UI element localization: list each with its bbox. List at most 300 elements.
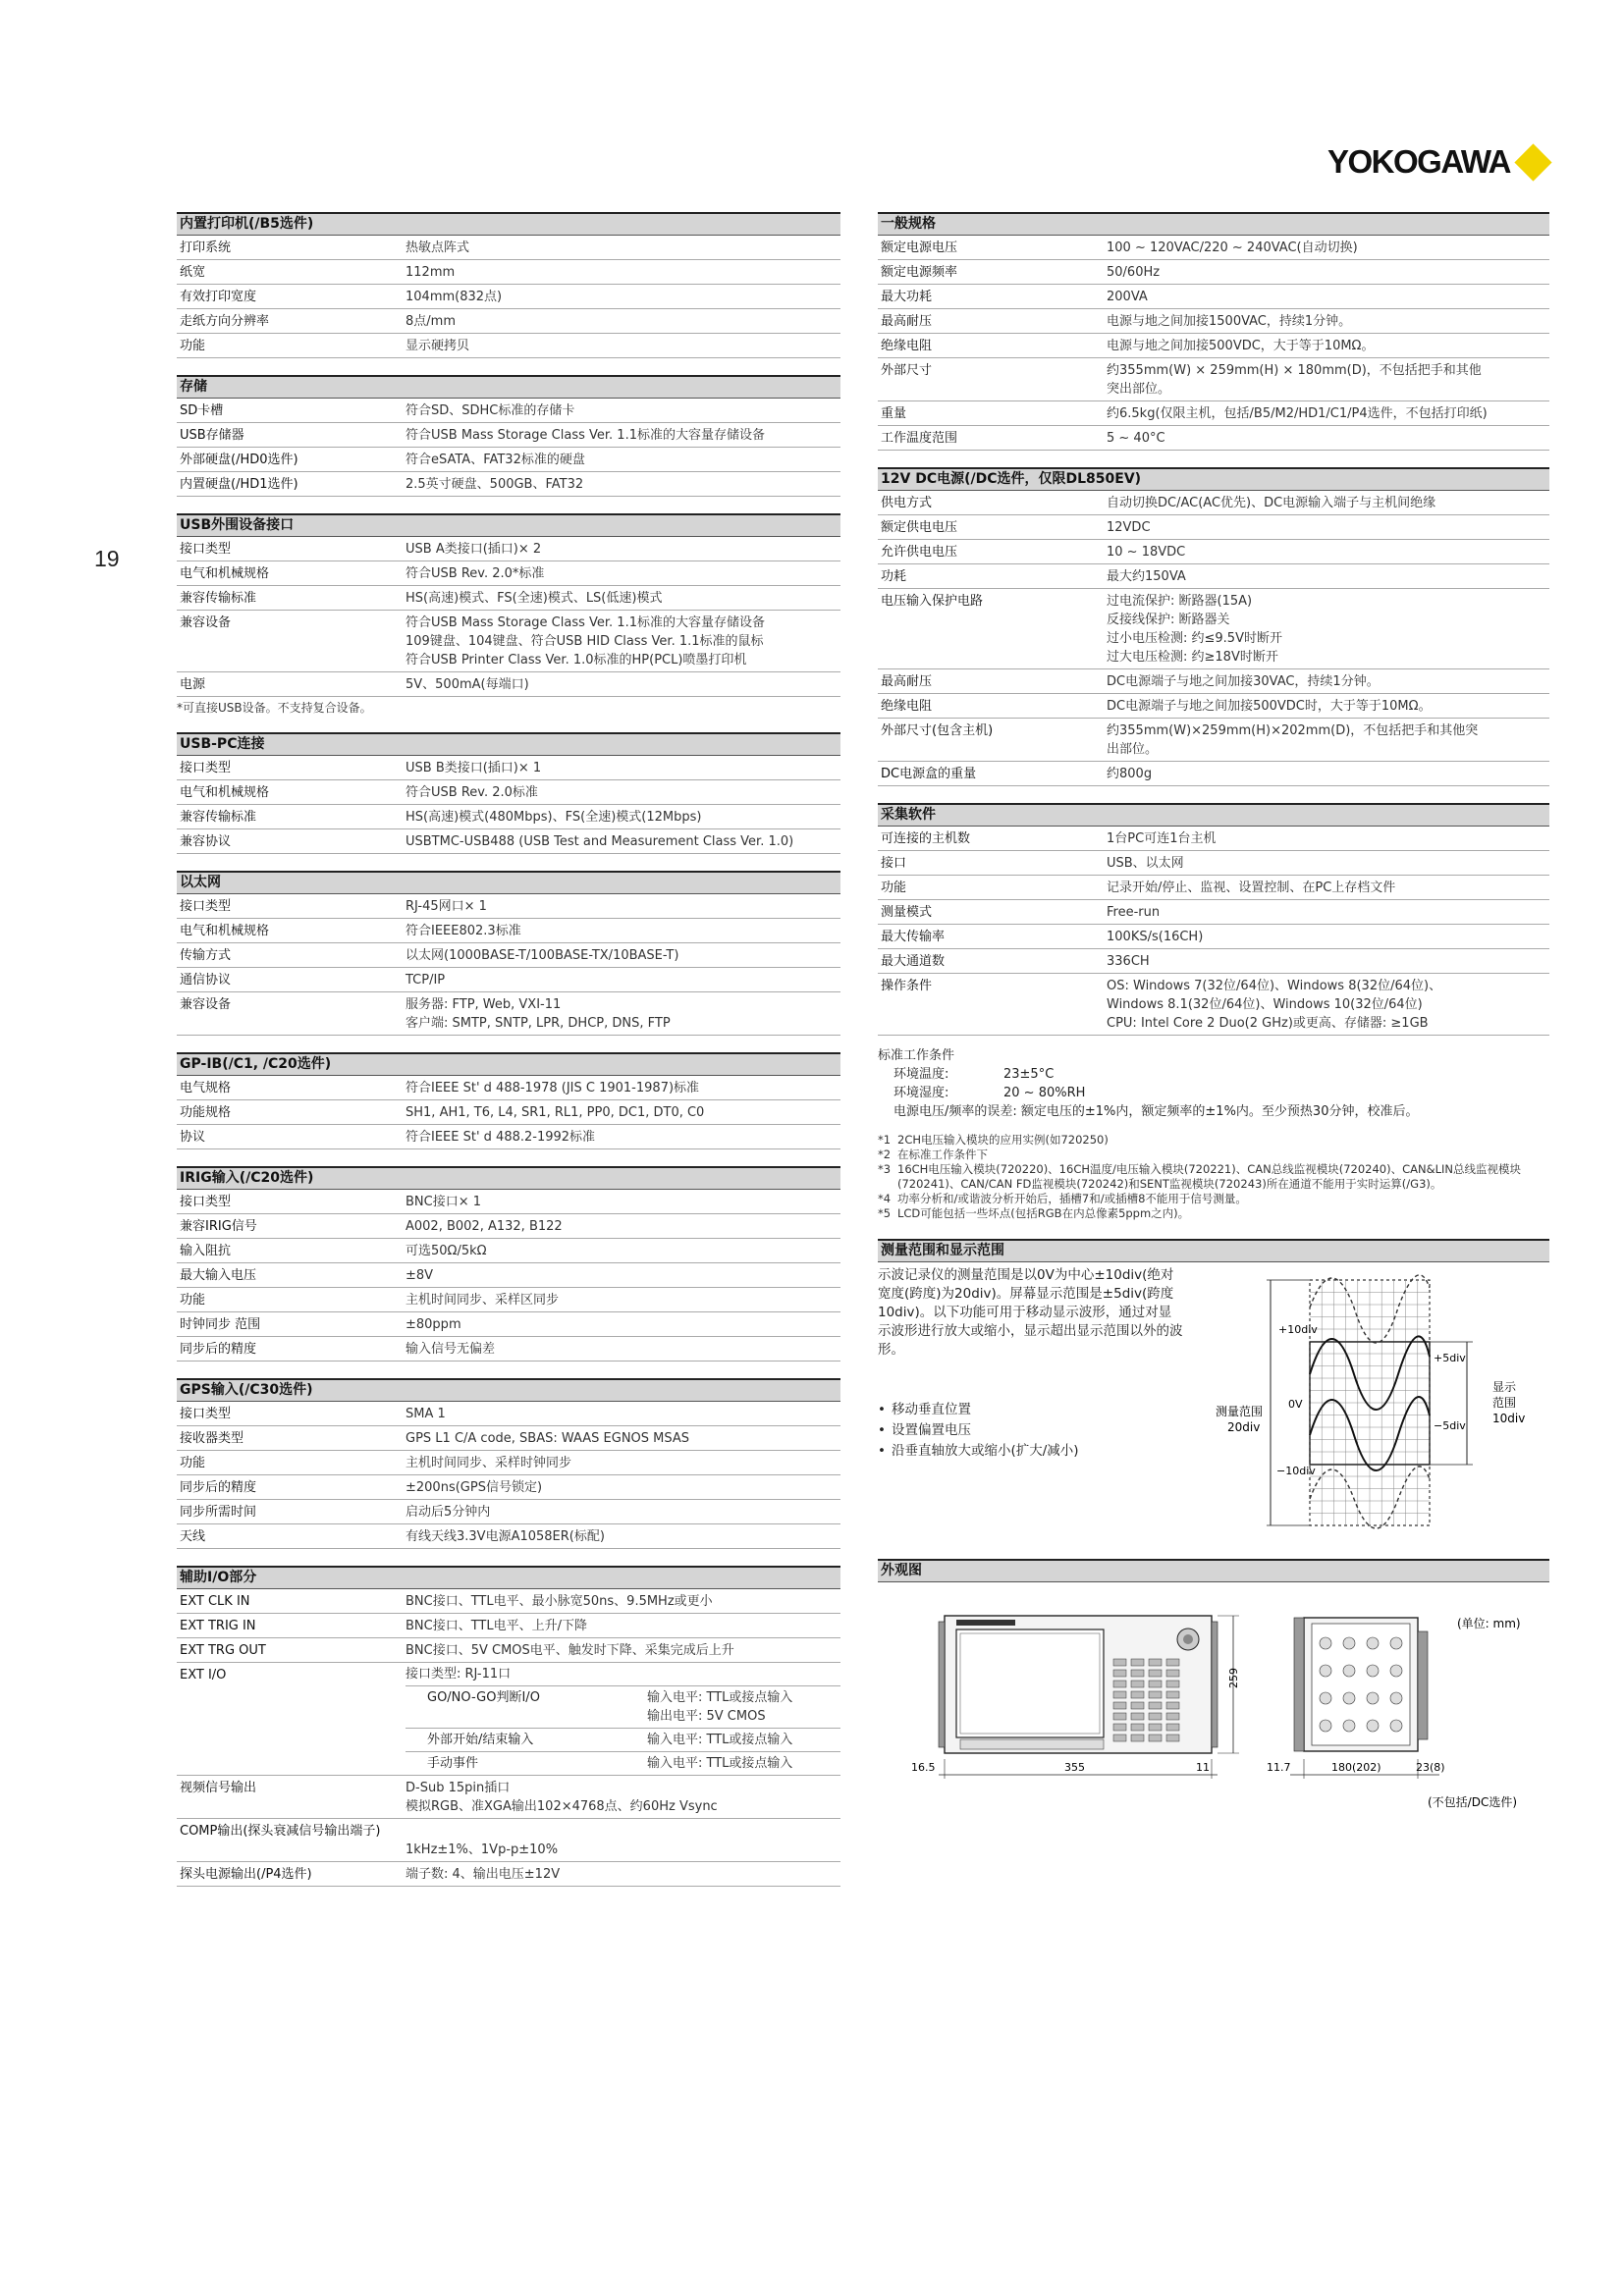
spec-label: 输入阻抗 bbox=[180, 1244, 232, 1258]
spec-value: 主机时间同步、采样时钟同步 bbox=[406, 1456, 572, 1470]
spec-row bbox=[878, 426, 1549, 451]
label-disp-2: 范围 bbox=[1492, 1396, 1517, 1410]
standard-conditions bbox=[878, 1046, 1549, 1121]
spec-row bbox=[878, 491, 1549, 515]
spec-row bbox=[177, 1076, 840, 1100]
front-view bbox=[911, 1616, 1240, 1779]
spec-row bbox=[177, 309, 840, 334]
side-left-margin: 11.7 bbox=[1267, 1761, 1291, 1774]
exterior-drawing bbox=[878, 1582, 1549, 1808]
spec-label: 功能规格 bbox=[180, 1105, 232, 1120]
spec-value: Free-run bbox=[1107, 905, 1161, 920]
label-disp-3: 10div bbox=[1492, 1412, 1526, 1425]
spec-row bbox=[177, 992, 840, 1036]
probe-value: 端子数: 4、输出电压±12V bbox=[406, 1867, 561, 1882]
spec-label: 测量模式 bbox=[881, 905, 933, 920]
ext-io-subrow bbox=[406, 1729, 840, 1752]
spec-value: SMA 1 bbox=[406, 1407, 446, 1421]
spec-row bbox=[177, 1638, 840, 1663]
spec-value: 5V、500mA(每端口) bbox=[406, 677, 529, 692]
ext-io-sub-value: 输入电平: TTL或接点输入 bbox=[647, 1756, 793, 1771]
spec-value: 自动切换DC/AC(AC优先)、DC电源输入端子与主机间绝缘 bbox=[1107, 496, 1436, 510]
spec-value: 12VDC bbox=[1107, 520, 1151, 535]
spec-row bbox=[177, 1426, 840, 1451]
section-title: USB-PC连接 bbox=[177, 732, 840, 756]
comp-row bbox=[177, 1819, 840, 1862]
spec-label: 绝缘电阻 bbox=[881, 699, 933, 714]
spec-label: 兼容设备 bbox=[180, 997, 232, 1012]
spec-row bbox=[177, 1614, 840, 1638]
spec-label: 接口类型 bbox=[180, 761, 232, 775]
front-left-margin: 16.5 bbox=[911, 1761, 936, 1774]
spec-value: 显示硬拷贝 bbox=[406, 339, 470, 353]
spec-label: 接口 bbox=[881, 856, 907, 871]
spec-label: 最高耐压 bbox=[881, 674, 933, 689]
spec-row bbox=[177, 561, 840, 586]
humidity-value: 20 ~ 80%RH bbox=[1003, 1086, 1086, 1100]
spec-section bbox=[177, 1166, 840, 1362]
spec-row bbox=[177, 1100, 840, 1125]
spec-row bbox=[878, 669, 1549, 694]
spec-row bbox=[878, 876, 1549, 900]
footnote bbox=[878, 1148, 1549, 1162]
spec-row bbox=[177, 1500, 840, 1524]
spec-row bbox=[878, 949, 1549, 974]
footnote bbox=[878, 1192, 1549, 1206]
unit-label: (单位: mm) bbox=[1457, 1617, 1521, 1630]
spec-label: 兼容设备 bbox=[180, 615, 232, 630]
spec-row bbox=[177, 1524, 840, 1549]
section-title: USB外围设备接口 bbox=[177, 513, 840, 537]
spec-value: 服务器: FTP, Web, VXI-11 客户端: SMTP, SNTP, LPR, DHCP, DNS, FTP bbox=[406, 997, 671, 1031]
brand-name: YOKOGAWA bbox=[1327, 143, 1511, 180]
spec-row bbox=[878, 334, 1549, 358]
spec-value: 104mm(832点) bbox=[406, 290, 503, 304]
spec-value: RJ-45网口× 1 bbox=[406, 899, 487, 914]
temp-label: 环境温度: bbox=[893, 1067, 949, 1082]
spec-section bbox=[177, 1052, 840, 1149]
spec-value: 电源与地之间加接500VDC，大于等于10MΩ。 bbox=[1107, 339, 1375, 353]
spec-label: 最大输入电压 bbox=[180, 1268, 257, 1283]
ext-io-sub-value: 输入电平: TTL或接点输入 输出电平: 5V CMOS bbox=[647, 1690, 793, 1724]
spec-value: USB A类接口(插口)× 2 bbox=[406, 542, 542, 557]
brand-logo bbox=[1327, 143, 1546, 181]
spec-value: BNC接口、TTL电平、上升/下降 bbox=[406, 1619, 587, 1633]
spec-label: 外部硬盘(/HD0选件) bbox=[180, 453, 298, 467]
spec-value: 200VA bbox=[1107, 290, 1148, 304]
exterior-section bbox=[878, 1559, 1549, 1812]
spec-label: 传输方式 bbox=[180, 948, 232, 963]
spec-label: USB存储器 bbox=[180, 428, 244, 443]
spec-label: 时钟同步 范围 bbox=[180, 1317, 261, 1332]
spec-label: 额定供电电压 bbox=[881, 520, 958, 535]
spec-label: 天线 bbox=[180, 1529, 206, 1544]
section-title: 外观图 bbox=[878, 1559, 1549, 1582]
spec-label: 外部尺寸 bbox=[881, 363, 933, 378]
spec-row bbox=[878, 236, 1549, 260]
spec-label: 走纸方向分辨率 bbox=[180, 314, 270, 329]
spec-row bbox=[177, 334, 840, 358]
ext-io-row bbox=[177, 1663, 840, 1776]
spec-label: 额定电源电压 bbox=[881, 240, 958, 255]
footnote-mark: *4 bbox=[878, 1192, 892, 1205]
spec-value: 约355mm(W) × 259mm(H) × 180mm(D)，不包括把手和其他 突出部位。 bbox=[1107, 363, 1482, 397]
spec-value: ±80ppm bbox=[406, 1317, 461, 1332]
spec-label: 最高耐压 bbox=[881, 314, 933, 329]
spec-value: USB B类接口(插口)× 1 bbox=[406, 761, 542, 775]
footnote-mark: *3 bbox=[878, 1162, 892, 1176]
spec-label: 兼容IRIG信号 bbox=[180, 1219, 257, 1234]
spec-value: 过电流保护: 断路器(15A) 反接线保护: 断路器关 过小电压检测: 约≤9.5V时断开 过大电压检测: 约≥18V时断开 bbox=[1107, 594, 1282, 665]
spec-row bbox=[878, 851, 1549, 876]
spec-label: 最大传输率 bbox=[881, 930, 946, 944]
spec-value: 主机时间同步、采样区同步 bbox=[406, 1293, 560, 1308]
spec-label: 功能 bbox=[881, 881, 907, 895]
section-note: *可直接USB设备。不支持复合设备。 bbox=[177, 701, 372, 715]
label-plus5: +5div bbox=[1434, 1352, 1466, 1364]
comp-label: COMP输出(探头衰减信号输出端子) bbox=[180, 1824, 381, 1839]
spec-section bbox=[878, 212, 1549, 451]
spec-label: 内置硬盘(/HD1选件) bbox=[180, 477, 298, 492]
front-height: 259 bbox=[1227, 1668, 1240, 1688]
spec-row bbox=[177, 260, 840, 285]
spec-value: 8点/mm bbox=[406, 314, 456, 329]
spec-row bbox=[878, 540, 1549, 564]
spec-label: 电气和机械规格 bbox=[180, 924, 270, 938]
spec-value: 112mm bbox=[406, 265, 456, 280]
spec-value: 1台PC可连1台主机 bbox=[1107, 831, 1217, 846]
spec-value: USB、以太网 bbox=[1107, 856, 1184, 871]
spec-row bbox=[177, 448, 840, 472]
spec-value: DC电源端子与地之间加接30VAC，持续1分钟。 bbox=[1107, 674, 1380, 689]
spec-label: 打印系统 bbox=[180, 240, 232, 255]
spec-value: OS: Windows 7(32位/64位)、Windows 8(32位/64位)、 Windows 8.1(32位/64位)、Windows 10(32位/64位) CPU: Intel Core 2 Duo(2 GHz)或更高、存储器: ≥1GB bbox=[1107, 979, 1442, 1031]
ext-io-subrow bbox=[406, 1752, 840, 1775]
spec-value: 约355mm(W)×259mm(H)×202mm(D)，不包括把手和其他突 出部位。 bbox=[1107, 723, 1479, 757]
spec-label: 电压输入保护电路 bbox=[881, 594, 984, 609]
probe-row bbox=[177, 1862, 840, 1887]
probe-label: 探头电源输出(/P4选件) bbox=[180, 1867, 312, 1882]
label-disp-1: 显示 bbox=[1492, 1380, 1517, 1394]
spec-row bbox=[177, 1125, 840, 1149]
spec-value: USBTMC-USB488 (USB Test and Measurement Class Ver. 1.0) bbox=[406, 834, 794, 849]
spec-row bbox=[177, 1312, 840, 1337]
spec-row bbox=[177, 1402, 840, 1426]
spec-row bbox=[177, 1337, 840, 1362]
spec-section bbox=[878, 467, 1549, 786]
section-title: 以太网 bbox=[177, 871, 840, 894]
front-right-margin: 11 bbox=[1196, 1761, 1210, 1774]
spec-label: 兼容传输标准 bbox=[180, 591, 257, 606]
spec-value: 符合eSATA、FAT32标准的硬盘 bbox=[406, 453, 585, 467]
spec-label: 功耗 bbox=[881, 569, 907, 584]
spec-label: EXT CLK IN bbox=[180, 1594, 250, 1609]
spec-row bbox=[177, 1214, 840, 1239]
humidity-label: 环境湿度: bbox=[893, 1086, 949, 1100]
spec-value: 输入信号无偏差 bbox=[406, 1342, 496, 1357]
conditions-title: 标准工作条件 bbox=[878, 1048, 955, 1063]
spec-label: 可连接的主机数 bbox=[881, 831, 971, 846]
spec-label: 兼容协议 bbox=[180, 834, 232, 849]
footnotes bbox=[878, 1133, 1549, 1221]
spec-row bbox=[878, 925, 1549, 949]
label-minus5: −5div bbox=[1434, 1419, 1466, 1432]
spec-value: 336CH bbox=[1107, 954, 1150, 969]
ext-io-sub-value: 输入电平: TTL或接点输入 bbox=[647, 1733, 793, 1747]
spec-section bbox=[177, 732, 840, 854]
spec-label: 允许供电电压 bbox=[881, 545, 958, 560]
spec-row bbox=[177, 672, 840, 697]
spec-value: 符合SD、SDHC标准的存储卡 bbox=[406, 403, 575, 418]
spec-label: 电气和机械规格 bbox=[180, 785, 270, 800]
spec-row bbox=[878, 762, 1549, 786]
spec-row bbox=[878, 309, 1549, 334]
spec-row bbox=[177, 894, 840, 919]
spec-row bbox=[177, 236, 840, 260]
spec-value: 符合IEEE802.3标准 bbox=[406, 924, 521, 938]
spec-label: 外部尺寸(包含主机) bbox=[881, 723, 994, 738]
spec-value: D-Sub 15pin插口 模拟RGB、准XGA输出102×4768点、约60Hz Vsync bbox=[406, 1781, 718, 1814]
side-width: 180(202) bbox=[1331, 1761, 1381, 1774]
spec-label: 纸宽 bbox=[180, 265, 206, 280]
spec-label: 工作温度范围 bbox=[881, 431, 958, 446]
spec-label: 同步后的精度 bbox=[180, 1342, 257, 1357]
footnote-text: 在标准工作条件下 bbox=[897, 1148, 988, 1161]
spec-row bbox=[878, 827, 1549, 851]
spec-label: 功能 bbox=[180, 1456, 206, 1470]
spec-label: 供电方式 bbox=[881, 496, 933, 510]
spec-row bbox=[177, 756, 840, 780]
spec-label: 同步所需时间 bbox=[180, 1505, 257, 1520]
spec-row bbox=[177, 1263, 840, 1288]
spec-row bbox=[177, 586, 840, 611]
ext-io-connector: 接口类型: RJ-11口 bbox=[406, 1667, 512, 1682]
spec-section bbox=[177, 871, 840, 1036]
spec-value: 可选50Ω/5kΩ bbox=[406, 1244, 487, 1258]
ext-io-sub-label: 手动事件 bbox=[427, 1756, 479, 1771]
comp-value: 1kHz±1%、1Vp-p±10% bbox=[406, 1842, 559, 1857]
spec-section bbox=[177, 212, 840, 358]
spec-section bbox=[177, 1378, 840, 1549]
spec-value: DC电源端子与地之间加接500VDC时，大于等于10MΩ。 bbox=[1107, 699, 1432, 714]
spec-row bbox=[878, 900, 1549, 925]
spec-row bbox=[177, 472, 840, 497]
spec-value: 符合IEEE St' d 488-1978 (JIS C 1901-1987)标准 bbox=[406, 1081, 700, 1095]
spec-value: 有线天线3.3V电源A1058ER(标配) bbox=[406, 1529, 605, 1544]
spec-row bbox=[878, 564, 1549, 589]
spec-row bbox=[177, 1776, 840, 1819]
footnote-text: 功率分析和/或谐波分析开始后，插槽7和/或插槽8不能用于信号测量。 bbox=[897, 1192, 1247, 1205]
footnote bbox=[878, 1206, 1549, 1221]
spec-value: ±200ns(GPS信号锁定) bbox=[406, 1480, 543, 1495]
range-bullet: • 移动垂直位置 bbox=[878, 1400, 1079, 1420]
range-bullets bbox=[878, 1400, 1079, 1462]
spec-label: 绝缘电阻 bbox=[881, 339, 933, 353]
spec-row bbox=[878, 694, 1549, 719]
spec-row bbox=[177, 423, 840, 448]
label-meas-2: 20div bbox=[1227, 1420, 1261, 1434]
spec-row bbox=[177, 611, 840, 672]
spec-value: 约6.5kg(仅限主机，包括/B5/M2/HD1/C1/P4选件，不包括打印纸) bbox=[1107, 406, 1488, 421]
spec-label: 操作条件 bbox=[881, 979, 933, 993]
spec-label: 接收器类型 bbox=[180, 1431, 244, 1446]
spec-label: 接口类型 bbox=[180, 1407, 232, 1421]
spec-value: 2.5英寸硬盘、500GB、FAT32 bbox=[406, 477, 584, 492]
spec-value: 最大约150VA bbox=[1107, 569, 1186, 584]
spec-row bbox=[177, 780, 840, 805]
spec-row bbox=[177, 805, 840, 829]
spec-label: 功能 bbox=[180, 339, 206, 353]
section-title: 内置打印机(/B5选件) bbox=[177, 212, 840, 236]
spec-row bbox=[177, 968, 840, 992]
spec-label: 电源 bbox=[180, 677, 206, 692]
section-title: IRIG输入(/C20选件) bbox=[177, 1166, 840, 1190]
footnote-mark: *5 bbox=[878, 1206, 892, 1220]
spec-value: BNC接口、5V CMOS电平、触发时下降、采集完成后上升 bbox=[406, 1643, 734, 1658]
section-title: 测量范围和显示范围 bbox=[878, 1239, 1549, 1262]
left-column bbox=[177, 212, 840, 1903]
spec-row bbox=[177, 943, 840, 968]
aux-io-section bbox=[177, 1566, 840, 1887]
spec-value: GPS L1 C/A code, SBAS: WAAS EGNOS MSAS bbox=[406, 1431, 690, 1446]
spec-row bbox=[177, 1190, 840, 1214]
spec-label: 功能 bbox=[180, 1293, 206, 1308]
spec-row bbox=[177, 1288, 840, 1312]
footnote-text: 2CH电压输入模块的应用实例(如720250) bbox=[897, 1133, 1109, 1147]
section-title: GPS输入(/C30选件) bbox=[177, 1378, 840, 1402]
label-plus10: +10div bbox=[1278, 1323, 1318, 1336]
spec-label: DC电源盒的重量 bbox=[881, 767, 977, 781]
spec-row bbox=[177, 1475, 840, 1500]
ext-io-sub-label: 外部开始/结束输入 bbox=[427, 1733, 534, 1747]
spec-value: HS(高速)模式、FS(全速)模式、LS(低速)模式 bbox=[406, 591, 663, 606]
section-title: 辅助I/O部分 bbox=[177, 1566, 840, 1589]
spec-row bbox=[177, 399, 840, 423]
spec-label: 额定电源频率 bbox=[881, 265, 958, 280]
spec-value: A002, B002, A132, B122 bbox=[406, 1219, 563, 1234]
spec-label: 电气和机械规格 bbox=[180, 566, 270, 581]
range-section bbox=[878, 1239, 1549, 1542]
spec-label: 兼容传输标准 bbox=[180, 810, 257, 825]
ext-io-sub-label: GO/NO-GO判断I/O bbox=[427, 1690, 540, 1705]
spec-value: BNC接口、TTL电平、最小脉宽50ns、9.5MHz或更小 bbox=[406, 1594, 713, 1609]
label-minus10: −10div bbox=[1276, 1465, 1316, 1477]
spec-value: 记录开始/停止、监视、设置控制、在PC上存档文件 bbox=[1107, 881, 1396, 895]
footnote-mark: *1 bbox=[878, 1133, 892, 1147]
spec-label: 接口类型 bbox=[180, 1195, 232, 1209]
spec-label: 最大功耗 bbox=[881, 290, 933, 304]
side-view bbox=[1267, 1618, 1445, 1779]
footnote bbox=[878, 1162, 1549, 1192]
spec-value: 约800g bbox=[1107, 767, 1153, 781]
section-title: 一般规格 bbox=[878, 212, 1549, 236]
ext-io-subrow bbox=[406, 1686, 840, 1729]
spec-label: 同步后的精度 bbox=[180, 1480, 257, 1495]
spec-row bbox=[177, 1239, 840, 1263]
spec-label: 接口类型 bbox=[180, 542, 232, 557]
section-title: 12V DC电源(/DC选件，仅限DL850EV) bbox=[878, 467, 1549, 491]
spec-row bbox=[878, 974, 1549, 1036]
side-right-margin: 23(8) bbox=[1416, 1761, 1445, 1774]
page-number: 19 bbox=[94, 546, 120, 571]
spec-section bbox=[878, 803, 1549, 1036]
spec-row bbox=[878, 285, 1549, 309]
spec-row bbox=[177, 919, 840, 943]
spec-label: 电气规格 bbox=[180, 1081, 232, 1095]
spec-label: SD卡槽 bbox=[180, 403, 224, 418]
spec-row bbox=[177, 829, 840, 854]
footnote-text: 16CH电压输入模块(720220)、16CH温度/电压输入模块(720221)、CAN总线监视模块(720240)、CAN&LIN总线监视模块(720241)、CAN/CAN FD监视模块(720242)和SENT监视模块(720243)所在通道不能用于实时运算(/G3)。 bbox=[897, 1162, 1521, 1191]
spec-value: 以太网(1000BASE-T/100BASE-TX/10BASE-T) bbox=[406, 948, 679, 963]
spec-label: EXT TRIG IN bbox=[180, 1619, 256, 1633]
spec-value: SH1, AH1, T6, L4, SR1, RL1, PP0, DC1, DT0, C0 bbox=[406, 1105, 705, 1120]
spec-label: EXT TRG OUT bbox=[180, 1643, 266, 1658]
range-bullet: • 设置偏置电压 bbox=[878, 1420, 1079, 1441]
range-diagram bbox=[1202, 1268, 1545, 1538]
footnote-mark: *2 bbox=[878, 1148, 892, 1161]
spec-row bbox=[878, 515, 1549, 540]
spec-label: 视频信号输出 bbox=[180, 1781, 257, 1795]
spec-value: 50/60Hz bbox=[1107, 265, 1161, 280]
spec-value: 100KS/s(16CH) bbox=[1107, 930, 1204, 944]
spec-label: 接口类型 bbox=[180, 899, 232, 914]
spec-row bbox=[177, 1451, 840, 1475]
spec-row bbox=[878, 260, 1549, 285]
section-title: GP-IB(/C1, /C20选件) bbox=[177, 1052, 840, 1076]
spec-value: 电源与地之间加接1500VAC，持续1分钟。 bbox=[1107, 314, 1352, 329]
spec-value: 符合USB Mass Storage Class Ver. 1.1标准的大容量存储设备 109键盘、104键盘、符合USB HID Class Ver. 1.1标准的鼠标 符合USB Printer Class Ver. 1.0标准的HP(PCL)喷墨打印机 bbox=[406, 615, 765, 667]
spec-value: HS(高速)模式(480Mbps)、FS(全速)模式(12Mbps) bbox=[406, 810, 702, 825]
spec-row bbox=[177, 285, 840, 309]
spec-value: 符合USB Rev. 2.0标准 bbox=[406, 785, 538, 800]
spec-value: 符合USB Mass Storage Class Ver. 1.1标准的大容量存储设备 bbox=[406, 428, 765, 443]
ext-io-label: EXT I/O bbox=[180, 1668, 227, 1682]
footnote-text: LCD可能包括一些坏点(包括RGB在内总像素5ppm之内)。 bbox=[897, 1206, 1190, 1220]
error-text: 电源电压/频率的误差: 额定电压的±1%内，额定频率的±1%内。至少预热30分钟，校准后。 bbox=[893, 1104, 1419, 1119]
spec-row bbox=[177, 537, 840, 561]
spec-section bbox=[177, 375, 840, 497]
spec-label: 协议 bbox=[180, 1130, 206, 1145]
brand-diamond-icon bbox=[1514, 143, 1551, 181]
spec-value: 10 ~ 18VDC bbox=[1107, 545, 1186, 560]
spec-row bbox=[878, 401, 1549, 426]
label-meas-1: 测量范围 bbox=[1216, 1405, 1264, 1418]
right-column bbox=[878, 212, 1549, 1829]
temp-value: 23±5°C bbox=[1003, 1067, 1055, 1082]
front-width: 355 bbox=[1064, 1761, 1085, 1774]
spec-value: 符合USB Rev. 2.0*标准 bbox=[406, 566, 545, 581]
spec-row bbox=[878, 719, 1549, 762]
dc-note: (不包括/DC选件) bbox=[1428, 1795, 1518, 1808]
spec-row bbox=[878, 358, 1549, 401]
spec-value: 5 ~ 40°C bbox=[1107, 431, 1165, 446]
spec-value: 热敏点阵式 bbox=[406, 240, 470, 255]
spec-label: 最大通道数 bbox=[881, 954, 946, 969]
section-title: 存储 bbox=[177, 375, 840, 399]
spec-value: 启动后5分钟内 bbox=[406, 1505, 491, 1520]
range-bullet: • 沿垂直轴放大或缩小(扩大/减小) bbox=[878, 1441, 1079, 1462]
section-title: 采集软件 bbox=[878, 803, 1549, 827]
spec-label: 重量 bbox=[881, 406, 907, 421]
spec-row bbox=[177, 1589, 840, 1614]
range-description: 示波记录仪的测量范围是以0V为中心±10div(绝对宽度(跨度)为20div)。屏幕显示范围是±5div(跨度10div)。以下功能可用于移动显示波形，通过对显示波形进行放大或缩小，显示超出显示范围以外的波形。 bbox=[878, 1267, 1183, 1358]
footnote bbox=[878, 1133, 1549, 1148]
spec-section bbox=[177, 513, 840, 716]
spec-value: 100 ~ 120VAC/220 ~ 240VAC(自动切换) bbox=[1107, 240, 1358, 255]
spec-value: BNC接口× 1 bbox=[406, 1195, 482, 1209]
spec-label: 有效打印宽度 bbox=[180, 290, 257, 304]
spec-value: 符合IEEE St' d 488.2-1992标准 bbox=[406, 1130, 596, 1145]
